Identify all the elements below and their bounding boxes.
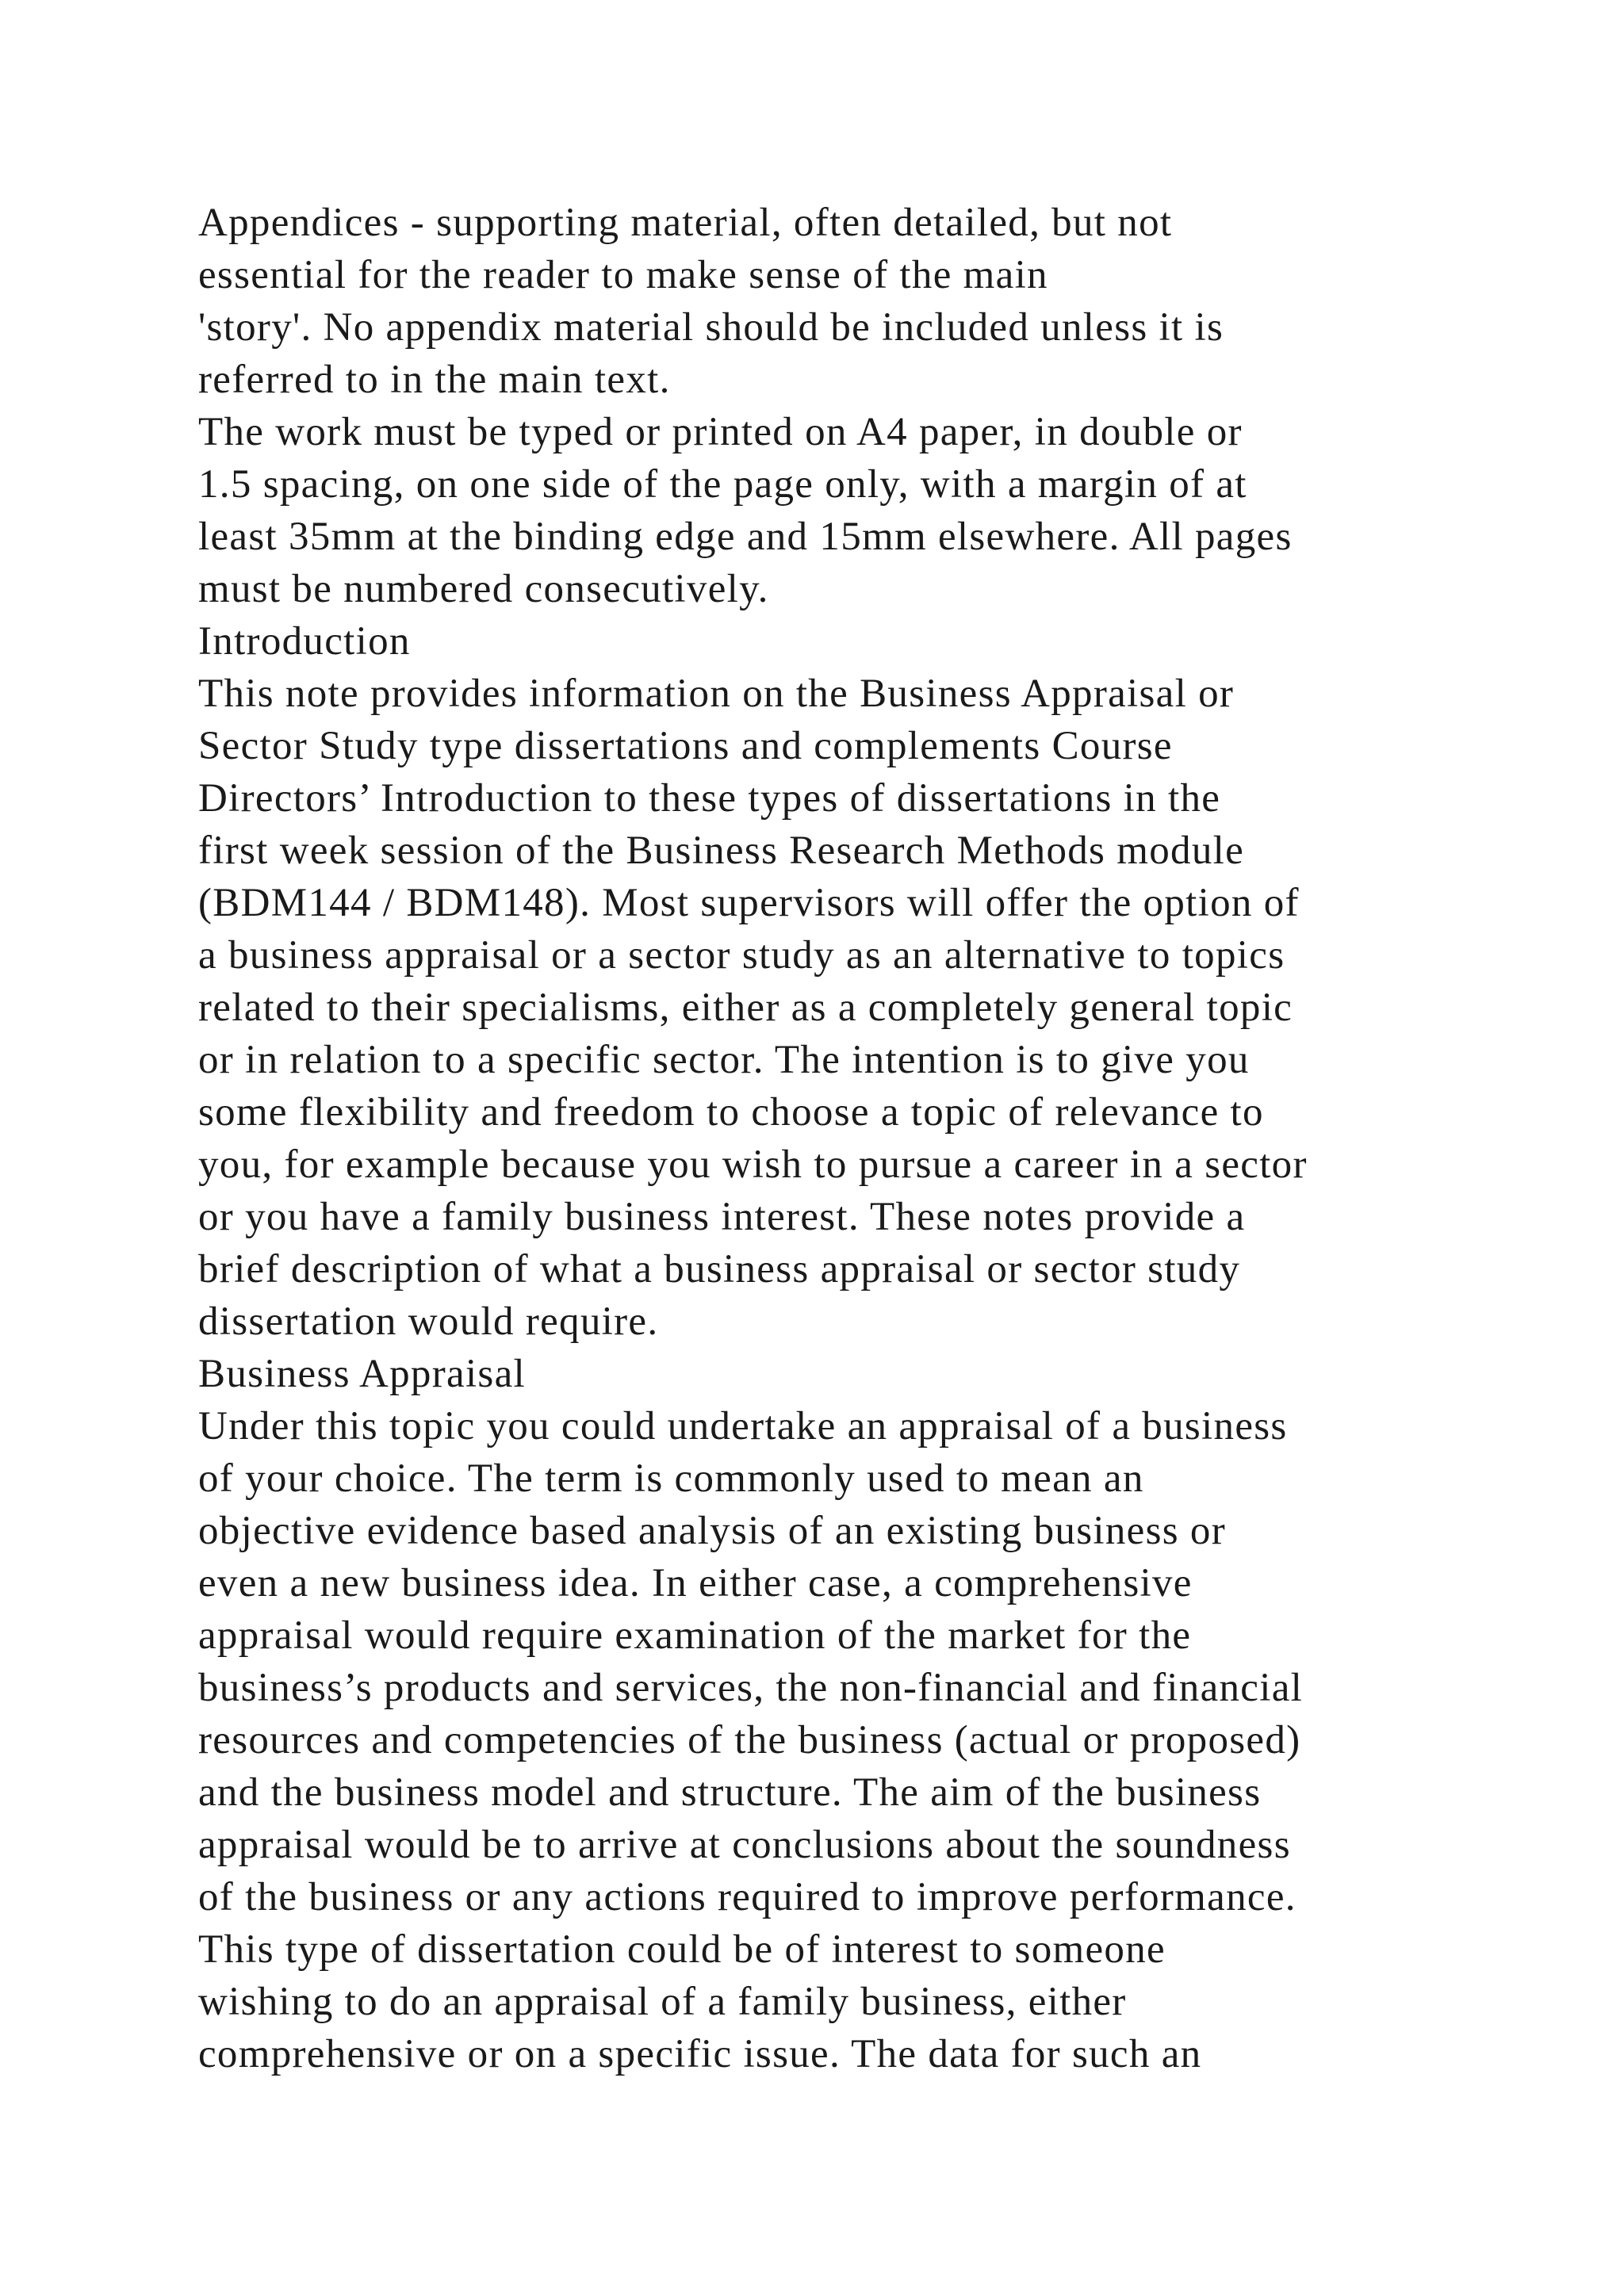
text-line: referred to in the main text. bbox=[198, 358, 671, 402]
text-line: must be numbered consecutively. bbox=[198, 567, 769, 611]
text-line: Under this topic you could undertake an appraisal of a business bbox=[198, 1404, 1288, 1448]
text-line: resources and competencies of the business (actual or proposed) bbox=[198, 1718, 1301, 1762]
text-line: This type of dissertation could be of interest to someone bbox=[198, 1927, 1166, 1972]
text-line: comprehensive or on a specific issue. The data for such an bbox=[198, 2032, 1202, 2076]
section-heading-business-appraisal: Business Appraisal bbox=[198, 1352, 526, 1396]
text-line: dissertation would require. bbox=[198, 1299, 659, 1344]
text-line: brief description of what a business appraisal or sector study bbox=[198, 1247, 1241, 1292]
text-line: you, for example because you wish to pursue a career in a sector bbox=[198, 1142, 1308, 1187]
text-line: appraisal would be to arrive at conclusions about the soundness bbox=[198, 1823, 1291, 1867]
text-line: Appendices - supporting material, often detailed, but not bbox=[198, 201, 1173, 245]
text-line: essential for the reader to make sense of the main bbox=[198, 253, 1048, 297]
text-line: 1.5 spacing, on one side of the page only, with a margin of at bbox=[198, 462, 1247, 507]
text-line: least 35mm at the binding edge and 15mm elsewhere. All pages bbox=[198, 515, 1293, 559]
text-line: appraisal would require examination of the market for the bbox=[198, 1613, 1192, 1658]
text-line: This note provides information on the Business Appraisal or bbox=[198, 672, 1235, 716]
text-line: and the business model and structure. The aim of the business bbox=[198, 1770, 1262, 1815]
text-line: first week session of the Business Research Methods module bbox=[198, 828, 1245, 873]
text-line: objective evidence based analysis of an existing business or bbox=[198, 1509, 1226, 1553]
text-line: or you have a family business interest. These notes provide a bbox=[198, 1195, 1246, 1239]
text-line: or in relation to a specific sector. The intention is to give you bbox=[198, 1038, 1250, 1082]
text-line: of the business or any actions required to improve performance. bbox=[198, 1875, 1297, 1919]
text-line: Sector Study type dissertations and complements Course bbox=[198, 724, 1173, 768]
text-line: business’s products and services, the non-financial and financial bbox=[198, 1666, 1304, 1710]
text-line: Directors’ Introduction to these types of dissertations in the bbox=[198, 776, 1221, 821]
text-line: of your choice. The term is commonly used to mean an bbox=[198, 1456, 1144, 1501]
text-line: The work must be typed or printed on A4 paper, in double or bbox=[198, 410, 1243, 454]
text-line: related to their specialisms, either as a completely general topic bbox=[198, 985, 1293, 1030]
section-heading-introduction: Introduction bbox=[198, 619, 411, 664]
text-line: 'story'. No appendix material should be included unless it is bbox=[198, 305, 1224, 350]
document-body bbox=[198, 197, 1546, 2080]
text-line: some flexibility and freedom to choose a topic of relevance to bbox=[198, 1090, 1264, 1135]
text-line: (BDM144 / BDM148). Most supervisors will offer the option of bbox=[198, 881, 1300, 925]
text-line: a business appraisal or a sector study as an alternative to topics bbox=[198, 933, 1285, 978]
text-line: even a new business idea. In either case, a comprehensive bbox=[198, 1561, 1193, 1605]
text-line: wishing to do an appraisal of a family business, either bbox=[198, 1980, 1127, 2024]
